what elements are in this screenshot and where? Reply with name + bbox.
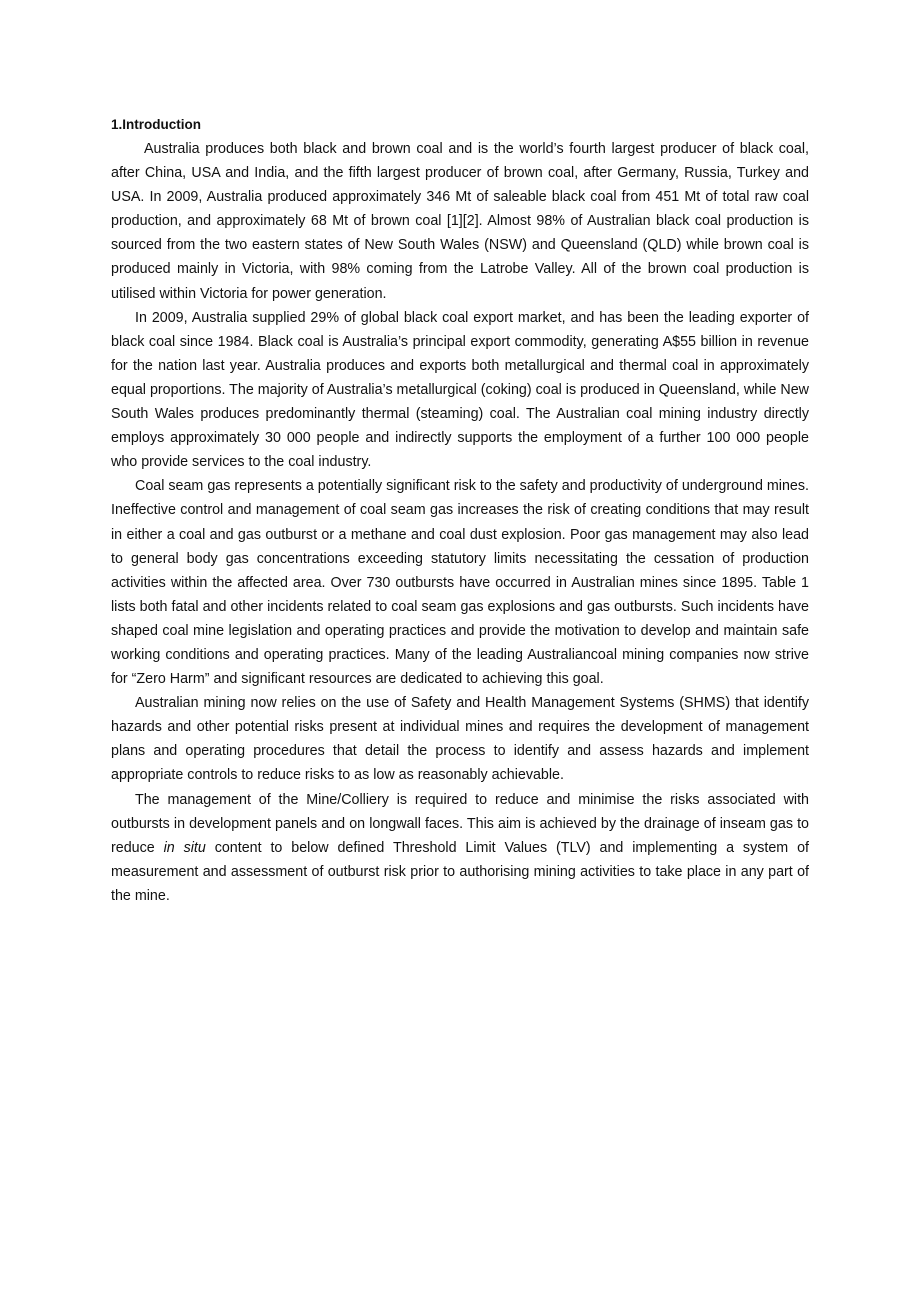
paragraph-safety-management: Australian mining now relies on the use of Safety and Health Management Systems (SHMS) that identify hazards and other potential risks present at individual mines and requires the development of management plans and operating procedures that detail the process to identify and assess hazards and implement appropriate controls to reduce risks to as low as reasonably achievable. <box>111 695 809 784</box>
paragraph-coal-seam-gas-risk: Coal seam gas represents a potentially significant risk to the safety and productivity of underground mines. Ineffective control and management of coal seam gas increases the risk of creating conditions that may result in either a coal and gas outburst or a methane and coal dust explosion. Poor gas management may also lead to general body gas concentrations exceeding statutory limits necessitating the cessation of production activities within the affected area. Over 730 outbursts have occurred in Australian mines since 1895. Table 1 lists both fatal and other incidents related to coal seam gas explosions and gas outbursts. Such incidents have shaped coal mine legislation and operating practices and provide the motivation to develop and maintain safe working conditions and operating practices. Many of the leading Australiancoal mining companies now strive for “Zero Harm” and significant resources are dedicated to achieving this goal. <box>111 478 809 688</box>
italic-term: in situ <box>163 839 206 856</box>
paragraph-outburst-management <box>111 788 809 908</box>
paragraph-text-start: The management of the Mine/Colliery is required to reduce and minimise the risks associated with outbursts in development panels and on longwall faces. This aim is achieved by the drainage of inseam gas to reduce <box>111 791 809 856</box>
paragraph-text-end: content to below defined Threshold Limit Values (TLV) and implementing a system of measurement and assessment of outburst risk prior to authorising mining activities to take place in any part of the mine. <box>111 839 809 904</box>
paragraph-coal-production: Australia produces both black and brown coal and is the world’s fourth largest producer of black coal, after China, USA and India, and the fifth largest producer of brown coal, after Germany, Russia, Turkey and USA. In 2009, Australia produced approximately 346 Mt of saleable black coal from 451 Mt of total raw coal production, and approximately 68 Mt of brown coal [1][2]. Almost 98% of Australian black coal production is sourced from the two eastern states of New South Wales (NSW) and Queensland (QLD) while brown coal is produced mainly in Victoria, with 98% coming from the Latrobe Valley. All of the brown coal production is utilised within Victoria for power generation. <box>111 141 809 302</box>
document-page <box>111 113 809 908</box>
section-heading: 1.Introduction <box>111 117 201 132</box>
paragraph-coal-exports: In 2009, Australia supplied 29% of global black coal export market, and has been the leading exporter of black coal since 1984. Black coal is Australia’s principal export commodity, generating A$55 billion in revenue for the nation last year. Australia produces and exports both metallurgical and thermal coal in approximately equal proportions. The majority of Australia’s metallurgical (coking) coal is produced in Queensland, while New South Wales produces predominantly thermal (steaming) coal. The Australian coal mining industry directly employs approximately 30 000 people and indirectly supports the employment of a further 100 000 people who provide services to the coal industry. <box>111 309 809 471</box>
